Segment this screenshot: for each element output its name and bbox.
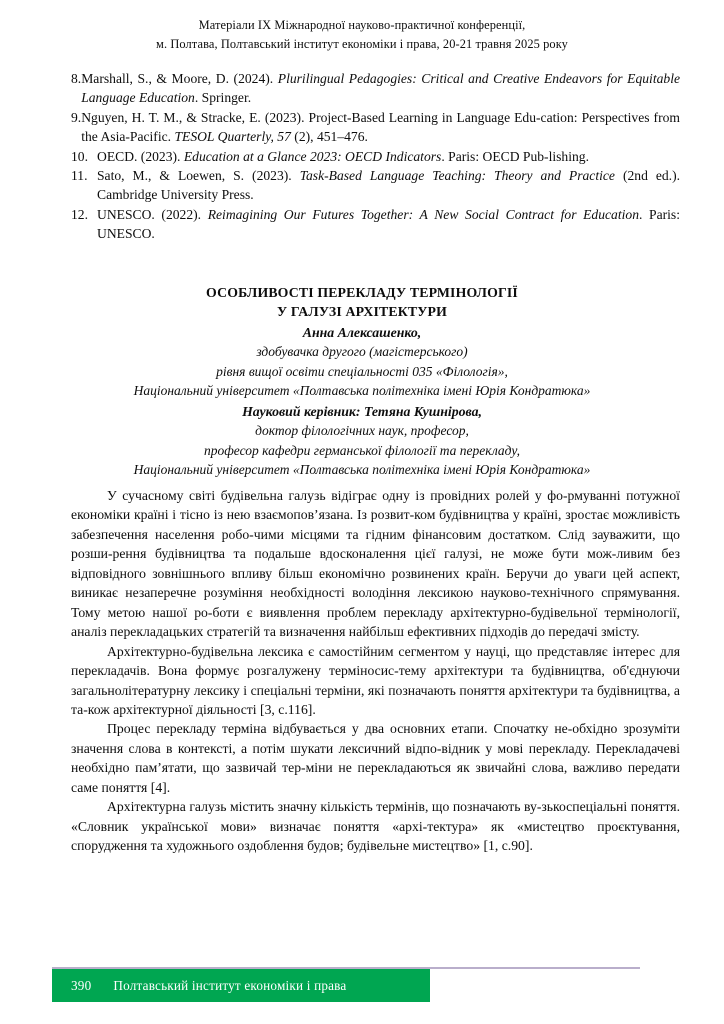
body-paragraph: Архітектурна галузь містить значну кількість термінів, що позначають ву-зькоспеціальні поняття. «Словник української мови» визначає поняття «архі-тектура» як «мистецтво проєктування, спорудження та художнього оздоблення будов; будівельне мистецтво» [1, с.90]. bbox=[71, 799, 680, 854]
article-heading-block bbox=[22, 283, 702, 479]
reference-text: UNESCO. (2022). Reimagining Our Futures Together: A New Social Contract for Education. Paris: UNESCO. bbox=[97, 206, 681, 242]
reference-text: OECD. (2023). Education at a Glance 2023: OECD Indicators. Paris: OECD Pub-lishing. bbox=[97, 148, 589, 164]
article-body bbox=[71, 486, 680, 856]
reference-text: Sato, M., & Loewen, S. (2023). Task-Based Language Teaching: Theory and Practice (2nd ed.). Cambridge University Press. bbox=[97, 168, 680, 203]
reference-item bbox=[71, 166, 680, 205]
running-head-line-2: м. Полтава, Полтавський інститут економіки і права, 20-21 травня 2025 року bbox=[156, 37, 568, 51]
supervisor-affiliation-line-2: професор кафедри германської філології та перекладу, bbox=[203, 442, 521, 458]
article-title-line-1: ОСОБЛИВОСТІ ПЕРЕКЛАДУ ТЕРМІНОЛОГІЇ bbox=[206, 285, 518, 300]
running-head-line-1: Матеріали IX Міжнародної науково-практичної конференції, bbox=[198, 18, 526, 32]
article-title-line-2: У ГАЛУЗІ АРХІТЕКТУРИ bbox=[276, 304, 448, 320]
author-name: Анна Алексашенко, bbox=[302, 324, 422, 340]
reference-number: 11. bbox=[71, 168, 91, 184]
reference-number: 9. bbox=[71, 109, 82, 125]
reference-list bbox=[71, 69, 680, 244]
reference-number: 8. bbox=[71, 71, 82, 86]
reference-item bbox=[71, 147, 680, 166]
body-paragraph: Процес перекладу терміна відбувається у два основних етапи. Спочатку не-обхідно зрозуміти значення слова в контексті, а потім шукати лексичний відпо-відник у мові перекладу. Перекладачеві необхідно пам’ятати, що зазвичай тер-міни не перекладаються як звичайні слова, важливо передати саме поняття [4]. bbox=[71, 721, 680, 795]
supervisor-affiliation-line-3: Національний університет «Полтавська політехніка імені Юрія Кондратюка» bbox=[133, 462, 591, 478]
author-affiliation-line-2: рівня вищої освіти спеціальності 035 «Філологія», bbox=[216, 363, 508, 379]
reference-item bbox=[71, 205, 680, 244]
reference-number: 12. bbox=[71, 206, 92, 222]
supervisor-affiliation-line-1: доктор філологічних наук, професор, bbox=[255, 423, 469, 439]
footer-institution-label: Полтавський інститут економіки і права bbox=[113, 977, 347, 993]
running-head bbox=[62, 16, 662, 54]
reference-text: Nguyen, H. T. M., & Stracke, E. (2023). Project-Based Learning in Language Edu-cation: Perspectives from the Asia-Pacific. TESOL Quarterly, 57 (2), 451–476. bbox=[81, 109, 680, 145]
footer-page-number: 390 bbox=[71, 977, 92, 993]
reference-item bbox=[71, 69, 680, 108]
supervisor-name: Науковий керівник: Тетяна Кушнірова, bbox=[242, 403, 482, 419]
author-affiliation-line-1: здобувачка другого (магістерського) bbox=[256, 344, 468, 360]
reference-text: Marshall, S., & Moore, D. (2024). Plurilingual Pedagogies: Critical and Creative Endeavors for Equitable Language Education. Springer. bbox=[81, 71, 680, 106]
body-paragraph: Архітектурно-будівельна лексика є самостійним сегментом у науці, що представляє інтерес для перекладачів. Вона формує розгалужену терміносис-тему архітектури та будівництва, об'єднуючи загальнолітературну лексику і спеціальні терміни, які позначають поняття архітектури та будівництва, а та-кож архітектурної діяльності [3, с.116]. bbox=[71, 643, 680, 717]
footer-bar bbox=[52, 969, 430, 1002]
body-paragraph: У сучасному світі будівельна галузь відіграє одну із провідних ролей у фо-рмуванні потужної економіки країні і тісно із нею взаємопов’язана. Із розвит-ком будівництва у країні, зростає можливість забезпечення населення робо-чими місцями та гідним фінансовим достатком. Слід зауважити, що розши-рення будівництва та подальше вдосконалення цієї галузі, не може бути мож-ливим без відповідного зовнішнього впливу більш економічно розвинених країн. Беручи до уваги цей аспект, виникає незаперечне розуміння необхідності володіння лексикою науково-технічного спрямування. Тому метою нашої ро-боти є виявлення проблем перекладу архітектурно-будівельної термінології, аналіз перекладацьких стратегій та визначення найбільш ефективних підходів до передачі змісту. bbox=[71, 488, 680, 640]
reference-number: 10. bbox=[71, 148, 92, 164]
reference-item bbox=[71, 108, 680, 147]
author-affiliation-line-3: Національний університет «Полтавська політехніка імені Юрія Кондратюка» bbox=[133, 383, 591, 399]
